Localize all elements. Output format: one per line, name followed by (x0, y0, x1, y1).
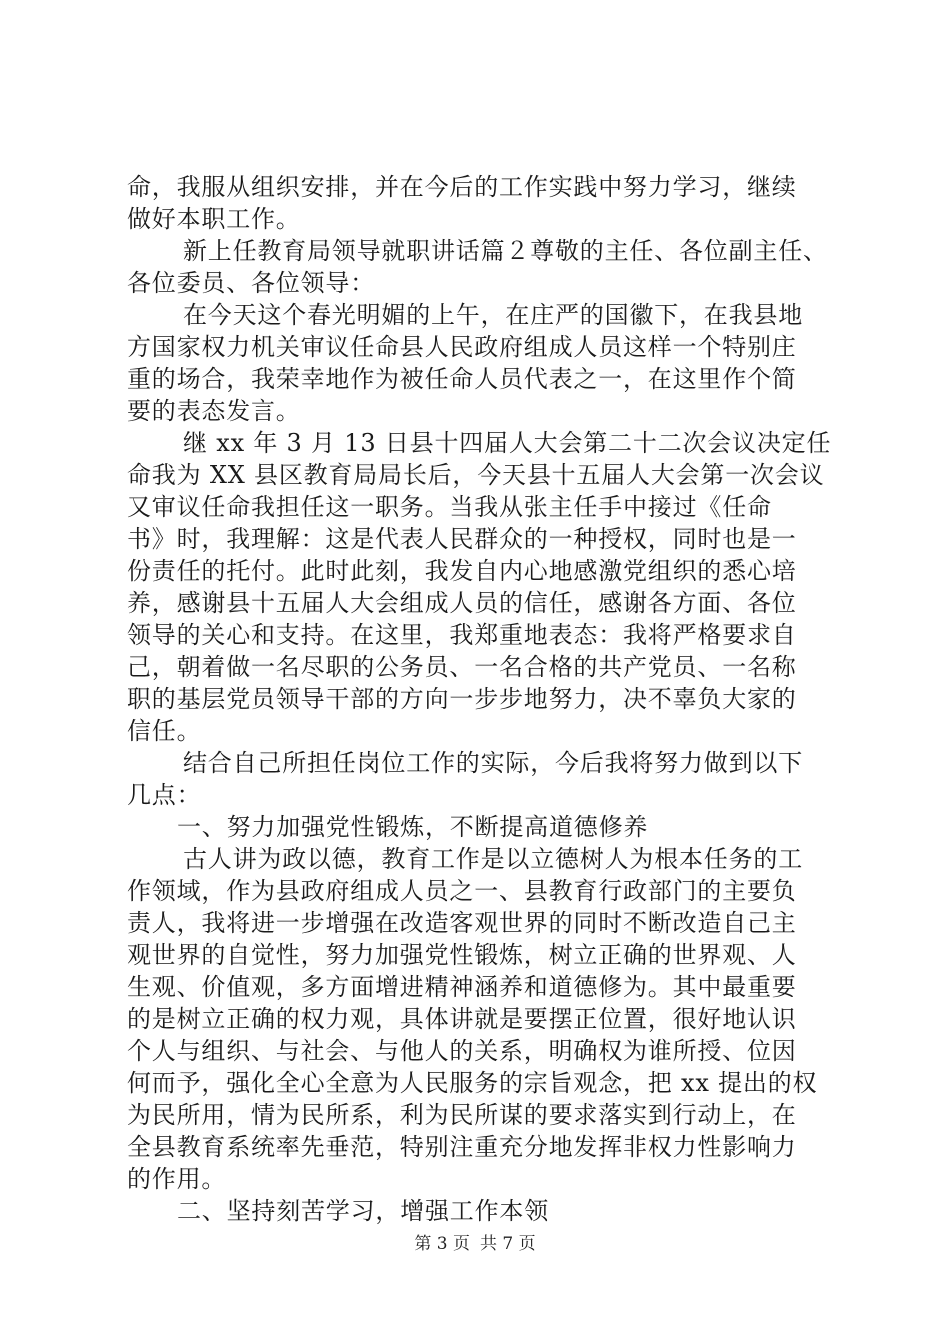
text-line: 全县教育系统率先垂范，特别注重充分地发挥非权力性影响力 (127, 1133, 797, 1161)
text-line: 重的场合，我荣幸地作为被任命人员代表之一，在这里作个简 (127, 365, 797, 393)
text-line: 古人讲为政以德，教育工作是以立德树人为根本任务的工 (183, 845, 803, 873)
text-line: 新上任教育局领导就职讲话篇２尊敬的主任、各位副主任、 (183, 237, 828, 265)
text-line: 几点： (127, 781, 202, 809)
text-line: 份责任的托付。此时此刻，我发自内心地感激党组织的悉心培 (127, 557, 797, 585)
section-heading: 二、坚持刻苦学习，增强工作本领 (177, 1197, 549, 1225)
text-line: 责人，我将进一步增强在改造客观世界的同时不断改造自己主 (127, 909, 797, 937)
text-line: 结合自己所担任岗位工作的实际，今后我将努力做到以下 (183, 749, 803, 777)
text-line: 领导的关心和支持。在这里，我郑重地表态：我将严格要求自 (127, 621, 797, 649)
text-line: 己，朝着做一名尽职的公务员、一名合格的共产党员、一名称 (127, 653, 797, 681)
text-line: 又审议任命我担任这一职务。当我从张主任手中接过《任命 (127, 493, 772, 521)
text-line: 要的表态发言。 (127, 397, 301, 425)
page-footer (0, 1232, 950, 1256)
text-line: 方国家权力机关审议任命县人民政府组成人员这样一个特别庄 (127, 333, 797, 361)
text-line: 继 xx 年 3 月 13 日县十四届人大会第二十二次会议决定任 (183, 429, 832, 457)
text-line: 何而予，强化全心全意为人民服务的宗旨观念，把 xx 提出的权 (127, 1069, 818, 1097)
section-heading: 一、努力加强党性锻炼，不断提高道德修养 (177, 813, 649, 841)
document-body (127, 171, 837, 1227)
text-line: 观世界的自觉性，努力加强党性锻炼，树立正确的世界观、人 (127, 941, 797, 969)
text-line: 命，我服从组织安排，并在今后的工作实践中努力学习，继续 (127, 173, 797, 201)
text-line: 养，感谢县十五届人大会组成人员的信任，感谢各方面、各位 (127, 589, 797, 617)
text-line: 职的基层党员领导干部的方向一步步地努力，决不辜负大家的 (127, 685, 797, 713)
text-line: 各位委员、各位领导： (127, 269, 375, 297)
text-line: 信任。 (127, 717, 202, 745)
text-line: 书》时，我理解：这是代表人民群众的一种授权，同时也是一 (127, 525, 797, 553)
text-line: 个人与组织、与社会、与他人的关系，明确权为谁所授、位因 (127, 1037, 797, 1065)
text-line: 的作用。 (127, 1165, 227, 1193)
text-line: 生观、价值观，多方面增进精神涵养和道德修为。其中最重要 (127, 973, 797, 1001)
page-total: 共 7 页 (480, 1234, 536, 1254)
text-line: 为民所用，情为民所系，利为民所谋的要求落实到行动上，在 (127, 1101, 797, 1129)
text-line: 做好本职工作。 (127, 205, 301, 233)
text-line: 的是树立正确的权力观，具体讲就是要摆正位置，很好地认识 (127, 1005, 797, 1033)
text-line: 命我为 XX 县区教育局局长后，今天县十五届人大会第一次会议 (127, 461, 825, 489)
page-number: 第 3 页 (414, 1234, 470, 1254)
text-line: 在今天这个春光明媚的上午，在庄严的国徽下，在我县地 (183, 301, 803, 329)
text-line: 作领域，作为县政府组成人员之一、县教育行政部门的主要负 (127, 877, 797, 905)
